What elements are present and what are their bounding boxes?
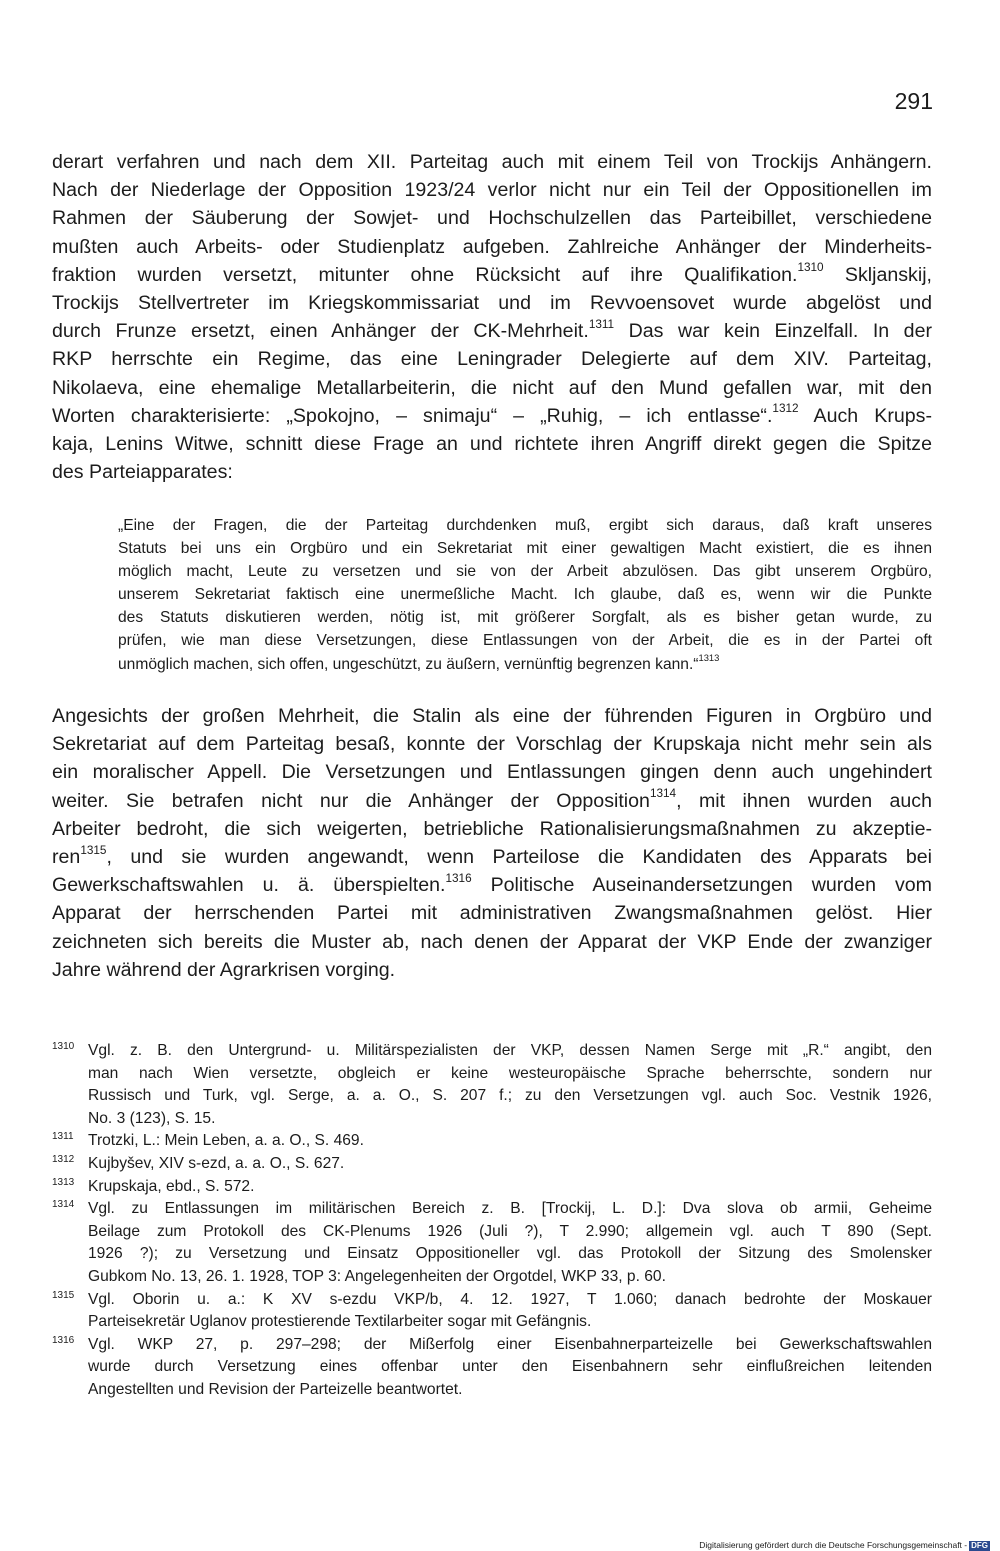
footnote-item: [52, 1153, 932, 1176]
footnote-item: [52, 1176, 932, 1199]
footnote-line: Vgl. z. B. den Untergrund- u. Militärspezialisten der VKP, dessen Namen Serge mit „R.“ angibt, den: [88, 1042, 932, 1059]
footnote-number: 1314: [52, 1199, 75, 1211]
body-line: [52, 871, 932, 899]
text-run: , mit ihnen wurden auch: [676, 789, 933, 812]
footnote-number: 1310: [52, 1041, 75, 1052]
footnotes: [52, 1040, 932, 1402]
funding-note-text: Digitalisierung gefördert durch die Deutsche Forschungsgemeinschaft -: [699, 1540, 968, 1550]
footnote-line: Parteisekretär Uglanov protestierende Textilarbeiter sogar mit Gefängnis.: [88, 1313, 592, 1331]
footnote-number: 1316: [52, 1334, 75, 1346]
text-run: Skljanskij,: [823, 263, 932, 286]
body-line: [52, 261, 932, 289]
footnote-line: Gubkom No. 13, 26. 1. 1928, TOP 3: Angelegenheiten der Orgotdel, WKP 33, p. 60.: [88, 1267, 666, 1285]
footnote-item: [52, 1040, 932, 1130]
footnote-line: Vgl. WKP 27, p. 297–298; der Mißerfolg einer Eisenbahnerparteizelle bei Gewerkschaftswahlen: [88, 1335, 932, 1353]
text-run: durch Frunze ersetzt, einen Anhänger der CK-Mehrheit.: [52, 320, 589, 343]
footnote-line: 1926 ?); zu Versetzung und Einsatz Oppositioneller vgl. das Protokoll der Sitzung des Smolensker: [88, 1245, 932, 1263]
body-line: [52, 317, 932, 345]
body-line: Apparat der herrschenden Partei mit administrativen Zwangsmaßnahmen gelöst. Hier: [52, 902, 932, 925]
body-line: Sekretariat auf dem Parteitag besaß, konnte der Vorschlag der Krupskaja nicht mehr sein als: [52, 733, 932, 756]
quote-line: möglich macht, Leute zu versetzen und sie von der Arbeit abzulösen. Das gibt unserem Orgbüro,: [118, 563, 932, 581]
footnote-line: Krupskaja, ebd., S. 572.: [88, 1177, 255, 1195]
body-line: [52, 402, 932, 430]
footnote-reference: 1316: [445, 871, 472, 885]
text-run: Gewerkschaftswahlen u. ä. überspielten.: [52, 874, 446, 897]
funding-note: [610, 1540, 990, 1551]
text-run: Worten charakterisierte: „Spokojno, – snimaju“ – „Ruhig, – ich entlasse“.: [52, 404, 773, 427]
quote-line: „Eine der Fragen, die der Parteitag durchdenken muß, ergibt sich daraus, daß kraft unseres: [118, 517, 932, 534]
quote-line: Statuts bei uns ein Orgbüro und ein Sekretariat mit einer gewaltigen Macht existiert, die es ihnen: [118, 540, 932, 558]
text-run: weiter. Sie betrafen nicht nur die Anhänger der Opposition: [52, 789, 650, 812]
text-run: ren: [52, 845, 81, 868]
body-line: Jahre während der Agrarkrisen vorging.: [52, 958, 396, 981]
footnote-line: man nach Wien versetzte, obgleich er keine westeuropäische Sprache beherrschte, sondern nur: [88, 1064, 932, 1082]
body-paragraph-2: [52, 702, 932, 984]
footnote-number: 1311: [52, 1131, 74, 1143]
footnote-reference: 1315: [80, 843, 107, 857]
quote-line: des Statuts diskutieren werden, nötig ist, mit größerer Sorgfalt, als es bisher getan wurde, zu: [118, 609, 932, 627]
text-run: Politische Auseinandersetzungen wurden vom: [471, 874, 932, 897]
body-paragraph-1: [52, 148, 932, 486]
footnote-line: Kujbyšev, XIV s-ezd, a. a. O., S. 627.: [88, 1154, 345, 1172]
footnote-reference: 1314: [649, 787, 677, 801]
body-line: [52, 787, 932, 815]
footnote-item: [52, 1198, 932, 1288]
footnote-line: Trotzki, L.: Mein Leben, a. a. O., S. 469.: [88, 1132, 364, 1150]
body-line: Nach der Niederlage der Opposition 1923/24 verlor nicht nur ein Teil der Oppositionellen im: [52, 179, 932, 202]
footnote-number: 1315: [52, 1289, 75, 1301]
footnote-reference: 1311: [588, 317, 615, 331]
body-line: [52, 843, 932, 871]
footnote-item: [52, 1130, 932, 1153]
footnote-line: No. 3 (123), S. 15.: [88, 1109, 216, 1127]
text-run: fraktion wurden versetzt, mitunter ohne Rücksicht auf ihre Qualifikation.: [52, 263, 798, 286]
body-line: Rahmen der Säuberung der Sowjet- und Hochschulzellen das Parteibillet, verschiedene: [52, 207, 932, 230]
body-line: ein moralischer Appell. Die Versetzungen und Entlassungen gingen denn auch ungehindert: [52, 761, 932, 784]
body-line: Nikolaeva, eine ehemalige Metallarbeiterin, die nicht auf den Mund gefallen war, mit den: [52, 376, 932, 399]
quote-line: prüfen, wie man diese Versetzungen, diese Entlassungen von der Arbeit, die es in der Partei oft: [118, 632, 932, 650]
footnote-line: Vgl. zu Entlassungen im militärischen Bereich z. B. [Trockij, L. D.]: Dva slova ob armii, Geheime: [88, 1200, 932, 1218]
body-line: Arbeiter bedroht, die sich weigerten, betriebliche Rationalisierungsmaßnahmen zu akzeptie-: [52, 817, 932, 840]
footnote-reference: 1312: [772, 402, 799, 416]
footnote-item: [52, 1334, 932, 1402]
block-quote: [118, 514, 932, 676]
body-line: derart verfahren und nach dem XII. Parteitag auch mit einem Teil von Trockijs Anhängern.: [52, 151, 932, 173]
quote-line: unserem Sekretariat faktisch eine unermeßliche Macht. Ich glaube, daß es, wenn wir die Punkte: [118, 586, 932, 604]
footnote-line: Russisch und Turk, vgl. Serge, a. a. O., S. 207 f.; zu den Versetzungen vgl. auch Soc. Vestnik 1926,: [88, 1087, 932, 1105]
body-line: kaja, Lenins Witwe, schnitt diese Frage an und richtete ihren Angriff direkt gegen die Spitze: [52, 432, 932, 455]
footnote-line: Beilage zum Protokoll des CK-Plenums 1926 (Juli ?), T 2.990; allgemein vgl. auch T 890 (Sept.: [88, 1222, 932, 1240]
text-run: Das war kein Einzelfall. In der: [614, 320, 932, 343]
body-line: RKP herrschte ein Regime, das eine Leningrader Delegierte auf dem XIV. Parteitag,: [52, 348, 932, 371]
page-number: 291: [894, 88, 933, 114]
body-line: mußten auch Arbeits- oder Studienplatz aufgeben. Zahlreiche Anhänger der Minderheits-: [52, 235, 932, 258]
body-line: Angesichts der großen Mehrheit, die Stalin als eine der führenden Figuren in Orgbüro und: [52, 705, 932, 727]
footnote-item: [52, 1289, 932, 1334]
text-run: unmöglich machen, sich offen, ungeschützt, zu äußern, vernünftig begrenzen kann.“: [118, 655, 699, 673]
text-run: Auch Krups-: [798, 404, 932, 427]
footnote-line: Vgl. Oborin u. a.: K XV s-ezdu VKP/b, 4. 12. 1927, T 1.060; danach bedrohte der Moskauer: [88, 1290, 932, 1308]
quote-line: [118, 653, 932, 676]
dfg-logo: DFG: [971, 1541, 988, 1550]
footnote-line: wurde durch Versetzung eines offenbar unter den Eisenbahnern sehr einflußreichen leitenden: [88, 1358, 932, 1376]
body-line: Trockijs Stellvertreter im Kriegskommissariat und im Revvoensovet wurde abgelöst und: [52, 291, 932, 314]
text-run: , und sie wurden angewandt, wenn Parteilose die Kandidaten des Apparats bei: [106, 845, 932, 868]
footnote-line: Angestellten und Revision der Parteizelle beantwortet.: [88, 1380, 463, 1398]
body-line: des Parteiapparates:: [52, 461, 233, 484]
footnote-reference: 1310: [797, 261, 824, 275]
footnote-number: 1312: [52, 1153, 75, 1165]
footnote-number: 1313: [52, 1176, 75, 1188]
body-line: zeichneten sich bereits die Muster ab, nach denen der Apparat der VKP Ende der zwanziger: [52, 930, 932, 953]
footnote-reference: 1313: [698, 652, 720, 663]
